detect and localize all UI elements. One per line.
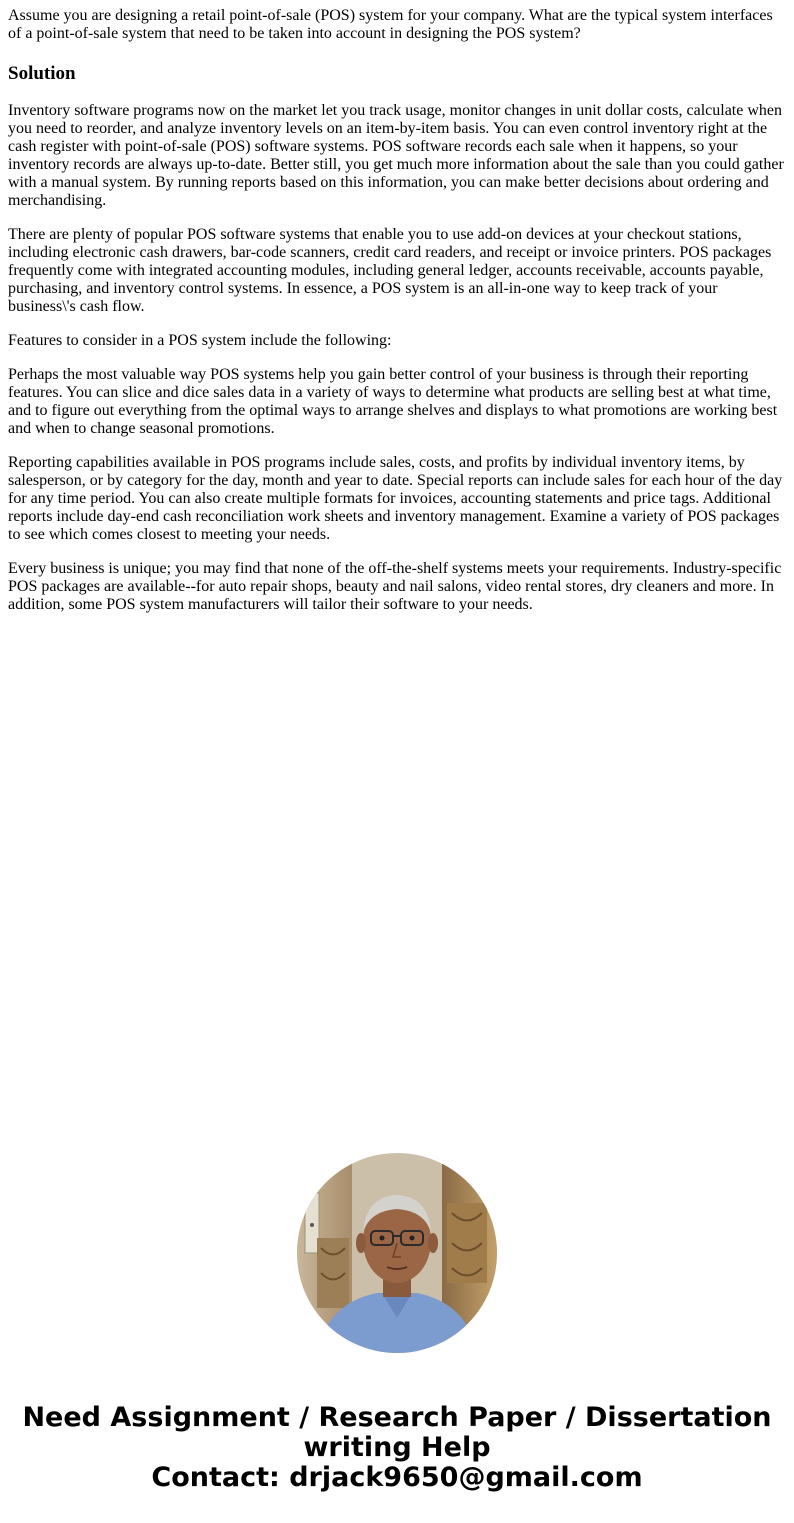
solution-paragraph-5: Reporting capabilities available in POS programs include sales, costs, and profits by individual inventory items, by salesperson, or by category for the day, month and year to date. Special reports can include sales for each hour of the day for any time period. You can also create multiple formats for invoices, accounting statements and price tags. Additional reports include day-end cash reconciliation work sheets and inventory management. Examine a variety of POS packages to see which comes closest to meeting your needs.	[8, 454, 783, 543]
solution-heading: Solution	[8, 63, 76, 84]
author-avatar	[297, 1153, 497, 1353]
document-body	[8, 7, 786, 630]
solution-paragraph-6: Every business is unique; you may find that none of the off-the-shelf systems meets your requirements. Industry-specific POS packages are available--for auto repair shops, beauty and nail salons, video rental stores, dry cleaners and more. In addition, some POS system manufacturers will tailor their software to your needs.	[8, 560, 782, 613]
promo-contact: Contact: drjack9650@gmail.com	[151, 1462, 643, 1493]
solution-paragraph-1: Inventory software programs now on the market let you track usage, monitor changes in unit dollar costs, calculate when you need to reorder, and analyze inventory levels on an item-by-item basis. You can even control inventory right at the cash register with point-of-sale (POS) software systems. POS software records each sale when it happens, so your inventory records are always up-to-date. Better still, you get much more information about the sale than you could gather with a manual system. By running reports based on this information, you can make better decisions about ordering and merchandising.	[8, 102, 784, 209]
solution-paragraph-2: There are plenty of popular POS software systems that enable you to use add-on devices at your checkout stations, including electronic cash drawers, bar-code scanners, credit card readers, and receipt or invoice printers. POS packages frequently come with integrated accounting modules, including general ledger, accounts receivable, accounts payable, purchasing, and inventory control systems. In essence, a POS system is an all-in-one way to keep track of your business\'s cash flow.	[8, 226, 772, 315]
promo-banner	[0, 1403, 794, 1493]
promo-line-2: writing Help	[303, 1432, 491, 1463]
solution-paragraph-4: Perhaps the most valuable way POS systems help you gain better control of your business is through their reporting features. You can slice and dice sales data in a variety of ways to determine what products are selling best at what time, and to figure out everything from the optimal ways to arrange shelves and displays to what promotions are working best and when to change seasonal promotions.	[8, 366, 778, 437]
question-text: Assume you are designing a retail point-of-sale (POS) system for your company. What are the typical system interfaces of a point-of-sale system that need to be taken into account in designing the POS system?	[8, 7, 773, 42]
solution-paragraph-3: Features to consider in a POS system include the following:	[8, 332, 392, 349]
author-portrait	[297, 1153, 497, 1353]
promo-line-1: Need Assignment / Research Paper / Dissertation	[22, 1402, 772, 1433]
